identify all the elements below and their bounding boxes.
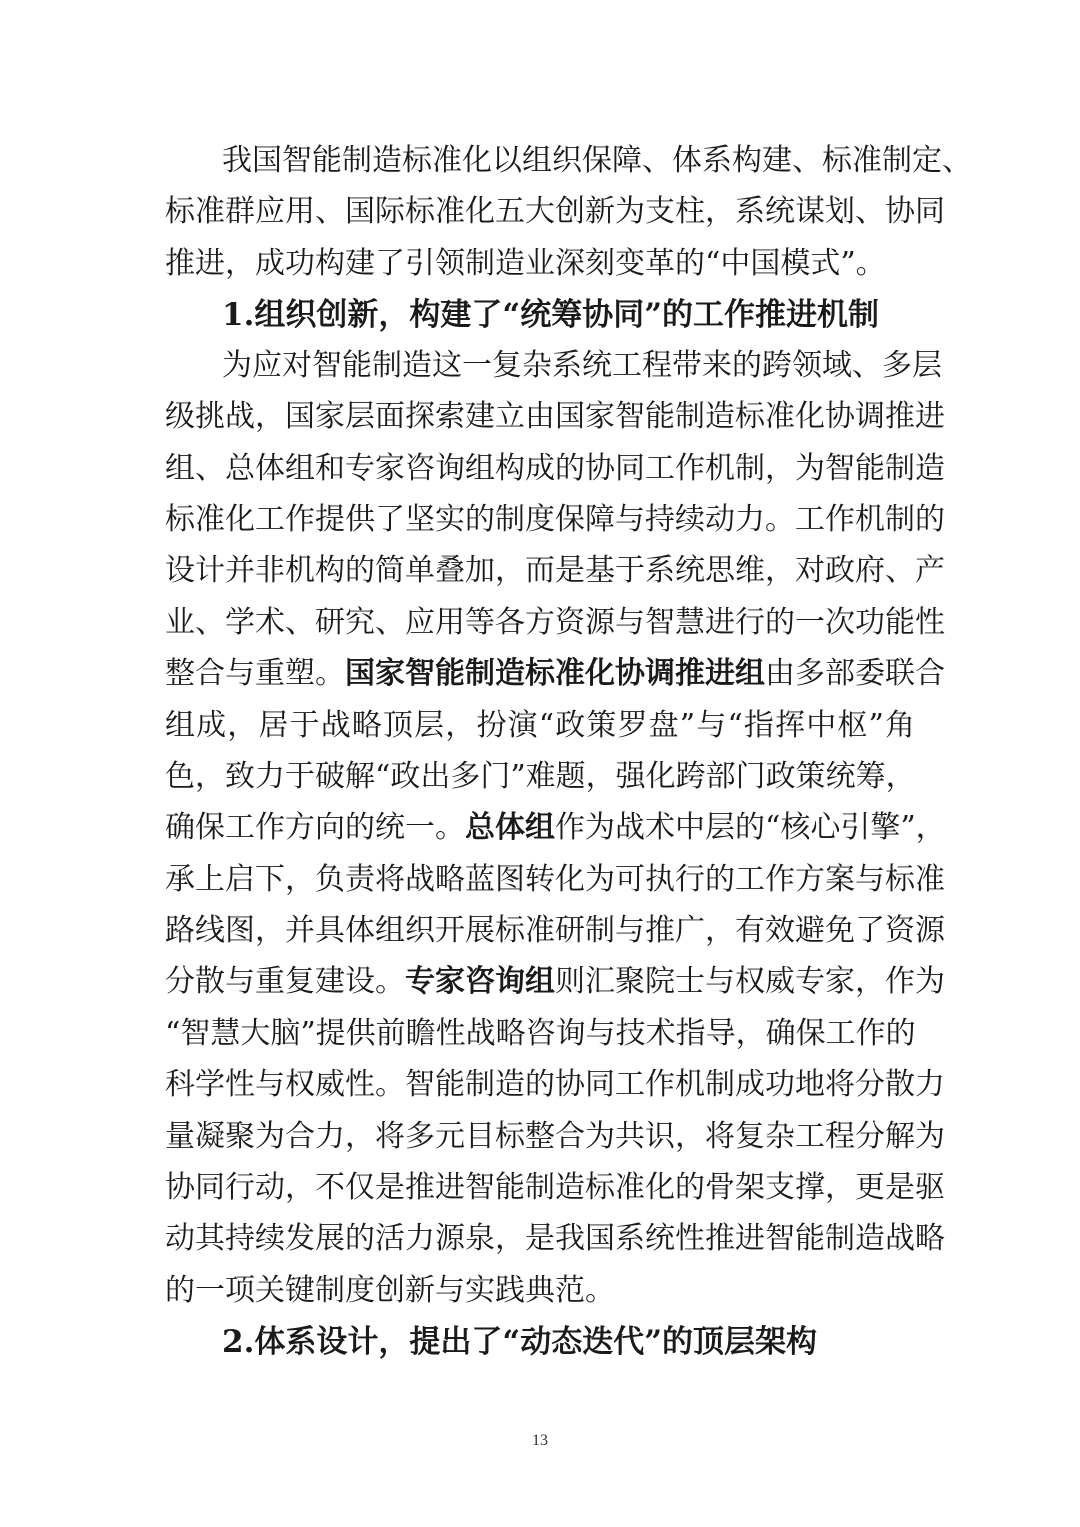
- body-line-9: 色，致力于破解“政出多门”难题，强化跨部门政策统筹，: [165, 759, 916, 794]
- bold-term-coordination-group: 国家智能制造标准化协调推进组: [345, 656, 765, 691]
- body-text: 确保工作方向的统一。: [165, 810, 465, 845]
- body-line-14: “智慧大脑”提供前瞻性战略咨询与技术指导，确保工作的: [165, 1016, 916, 1051]
- body-line-10: [165, 802, 946, 854]
- intro-line-3: 推进，成功构建了引领制造业深刻变革的“中国模式”。: [165, 246, 886, 281]
- section-heading-1: 1.组织创新，构建了“统筹协同”的工作推进机制: [222, 297, 880, 333]
- body-line-17: 协同行动，不仅是推进智能制造标准化的骨架支撑，更是驱: [165, 1170, 945, 1205]
- intro-line-1: 我国智能制造标准化以组织保障、体系构建、标准制定、: [222, 143, 972, 178]
- body-line-5: 设计并非机构的简单叠加，而是基于系统思维，对政府、产: [165, 553, 945, 588]
- body-line-2: 级挑战，国家层面探索建立由国家智能制造标准化协调推进: [165, 399, 945, 434]
- body-line-15: 科学性与权威性。智能制造的协同工作机制成功地将分散力: [165, 1067, 945, 1102]
- body-text: 分散与重复建设。: [165, 964, 405, 999]
- body-line-12: 路线图，并具体组织开展标准研制与推广，有效避免了资源: [165, 913, 945, 948]
- body-line-13: [165, 956, 945, 1008]
- body-line-19: 的一项关键制度创新与实践典范。: [165, 1273, 615, 1308]
- bold-term-general-group: 总体组: [465, 810, 555, 845]
- body-line-8: 组成，居于战略顶层，扮演“政策罗盘”与“指挥中枢”角: [165, 708, 915, 743]
- body-line-6: 业、学术、研究、应用等各方资源与智慧进行的一次功能性: [165, 605, 945, 640]
- body-text: 整合与重塑。: [165, 656, 345, 691]
- body-line-11: 承上启下，负责将战略蓝图转化为可执行的工作方案与标准: [165, 862, 945, 897]
- intro-line-2: 标准群应用、国际标准化五大创新为支柱，系统谋划、协同: [165, 194, 945, 229]
- body-line-3: 组、总体组和专家咨询组构成的协同工作机制，为智能制造: [165, 451, 945, 486]
- bold-term-expert-group: 专家咨询组: [405, 964, 555, 999]
- body-line-18: 动其持续发展的活力源泉，是我国系统性推进智能制造战略: [165, 1221, 945, 1256]
- body-line-7: [165, 648, 945, 700]
- body-line-1: 为应对智能制造这一复杂系统工程带来的跨领域、多层: [222, 348, 942, 383]
- body-line-4: 标准化工作提供了坚实的制度保障与持续动力。工作机制的: [165, 502, 945, 537]
- page-number: 13: [532, 1432, 548, 1449]
- body-text: 由多部委联合: [765, 656, 945, 691]
- body-line-16: 量凝聚为合力，将多元目标整合为共识，将复杂工程分解为: [165, 1119, 945, 1154]
- body-text: 作为战术中层的“核心引擎”，: [555, 810, 946, 845]
- section-heading-2: 2.体系设计，提出了“动态迭代”的顶层架构: [222, 1324, 818, 1360]
- body-text: 则汇聚院士与权威专家，作为: [555, 964, 945, 999]
